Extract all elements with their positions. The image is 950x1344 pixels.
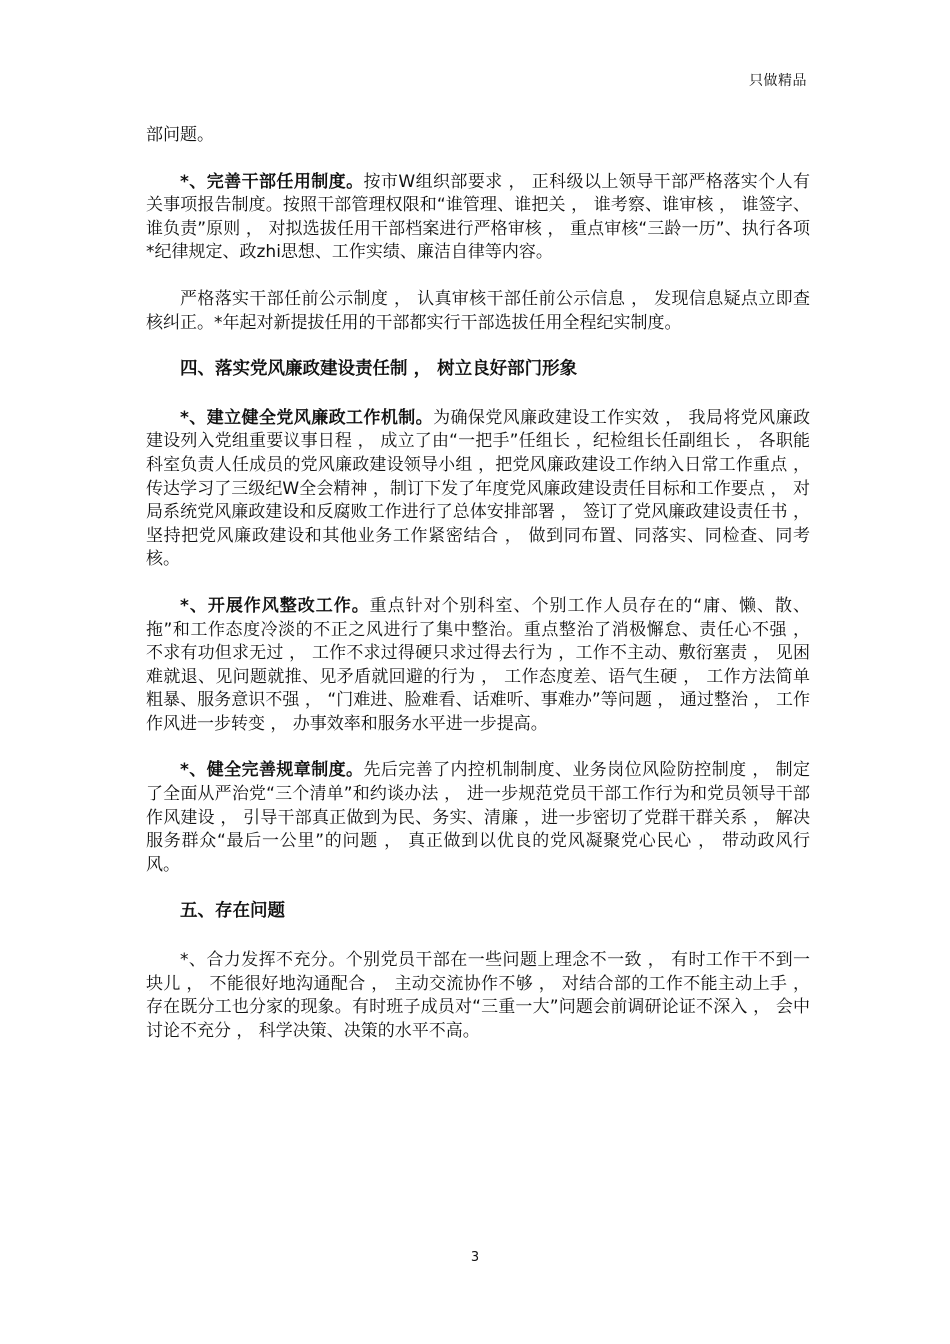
paragraph-6-text: 重点针对个别科室、个别工作人员存在的“庸、懒、散、拖”和工作态度冷淡的不正之风进行了集中整治。重点整治了消极懈怠、责任心不强 ， 不求有功但求无过 ， 工作不求过得硬只求过得去行为 ，工作不主动、敷衍塞责 ， 见困难就退、见问题就推、见矛盾就回避的行为 ， 工作态度差、语气生硬 ， 工作方法简单粗暴、服务意识不强 ， “门难进、脸难看、话难听、事难办”等问题 ， 通过整治 ， 工作作风进一步转变 ， 办事效率和服务水平进一步提高。 — [146, 595, 810, 734]
paragraph-5-text: 为确保党风廉政建设工作实效 ， 我局将党风廉政建设列入党组重要议事日程 ， 成立了由“一把手”任组长 ，纪检组长任副组长 ， 各职能科室负责人任成员的党风廉政建设领导小组 ，把党风廉政建设工作纳入日常工作重点 ， 传达学习了三级纪W全会精神 ，制订下发了年度党风廉政建设责任目标和工作要点 ， 对局系统党风廉政建设和反腐败工作进行了总体安排部署 ， 签订了党风廉政建设责任书 ， 坚持把党风廉政建设和其他业务工作紧密结合 ， 做到同布置、同落实、同检查、同考核。 — [146, 407, 810, 570]
paragraph-3 — [146, 288, 810, 335]
paragraph-6 — [146, 595, 810, 737]
paragraph-5 — [146, 407, 810, 572]
paragraph-5-lead: *、建立健全党风廉政工作机制。 — [180, 407, 434, 428]
section-heading-4: 四、落实党风廉政建设责任制 ， 树立良好部门形象 — [180, 359, 578, 380]
paragraph-1 — [146, 124, 810, 148]
section-heading-5: 五、存在问题 — [180, 901, 285, 922]
paragraph-7-lead: *、健全完善规章制度。 — [180, 760, 364, 781]
header-tag: 只做精品 — [749, 73, 807, 89]
paragraph-7-text: 先后完善了内控机制制度、业务岗位风险防控制度 ， 制定了全面从严治党“三个清单”和约谈办法 ， 进一步规范党员干部工作行为和党员领导干部作风建设 ， 引导干部真正做到为民、务实、清廉 ，进一步密切了党群干群关系 ， 解决服务群众“最后一公里”的问题 ， 真正做到以优良的党风凝聚党心民心 ， 带动政风行风。 — [146, 760, 810, 875]
paragraph-1-text: 部问题。 — [146, 125, 214, 145]
paragraph-3-text: 严格落实干部任前公示制度 ， 认真审核干部任前公示信息 ， 发现信息疑点立即查核纠正。*年起对新提拔任用的干部都实行干部选拔任用全程纪实制度。 — [146, 288, 810, 333]
paragraph-6-lead: *、开展作风整改工作。 — [180, 595, 370, 616]
paragraph-9 — [146, 949, 810, 1043]
paragraph-9-text: *、合力发挥不充分。个别党员干部在一些问题上理念不一致 ， 有时工作干不到一块儿 ， 不能很好地沟通配合 ， 主动交流协作不够 ， 对结合部的工作不能主动上手 ， 存在既分工也分家的现象。有时班子成员对“三重一大”问题会前调研论证不深入 ， 会中讨论不充分 ， 科学决策、决策的水平不高。 — [146, 950, 810, 1041]
page-number: 3 — [470, 1250, 480, 1265]
paragraph-2 — [146, 171, 810, 265]
document-body — [146, 124, 810, 1066]
paragraph-2-text: 按市W组织部要求 ， 正科级以上领导干部严格落实个人有关事项报告制度。按照干部管理权限和“谁管理、谁把关 ， 谁考察、谁审核 ， 谁签字、谁负责”原则 ， 对拟选拔任用干部档案进行严格审核 ， 重点审核“三龄一历”、执行各项*纪律规定、政zhi思想、工作实绩、廉洁自律等内容。 — [146, 171, 810, 263]
paragraph-2-lead: *、完善干部任用制度。 — [180, 171, 364, 192]
paragraph-7 — [146, 759, 810, 877]
